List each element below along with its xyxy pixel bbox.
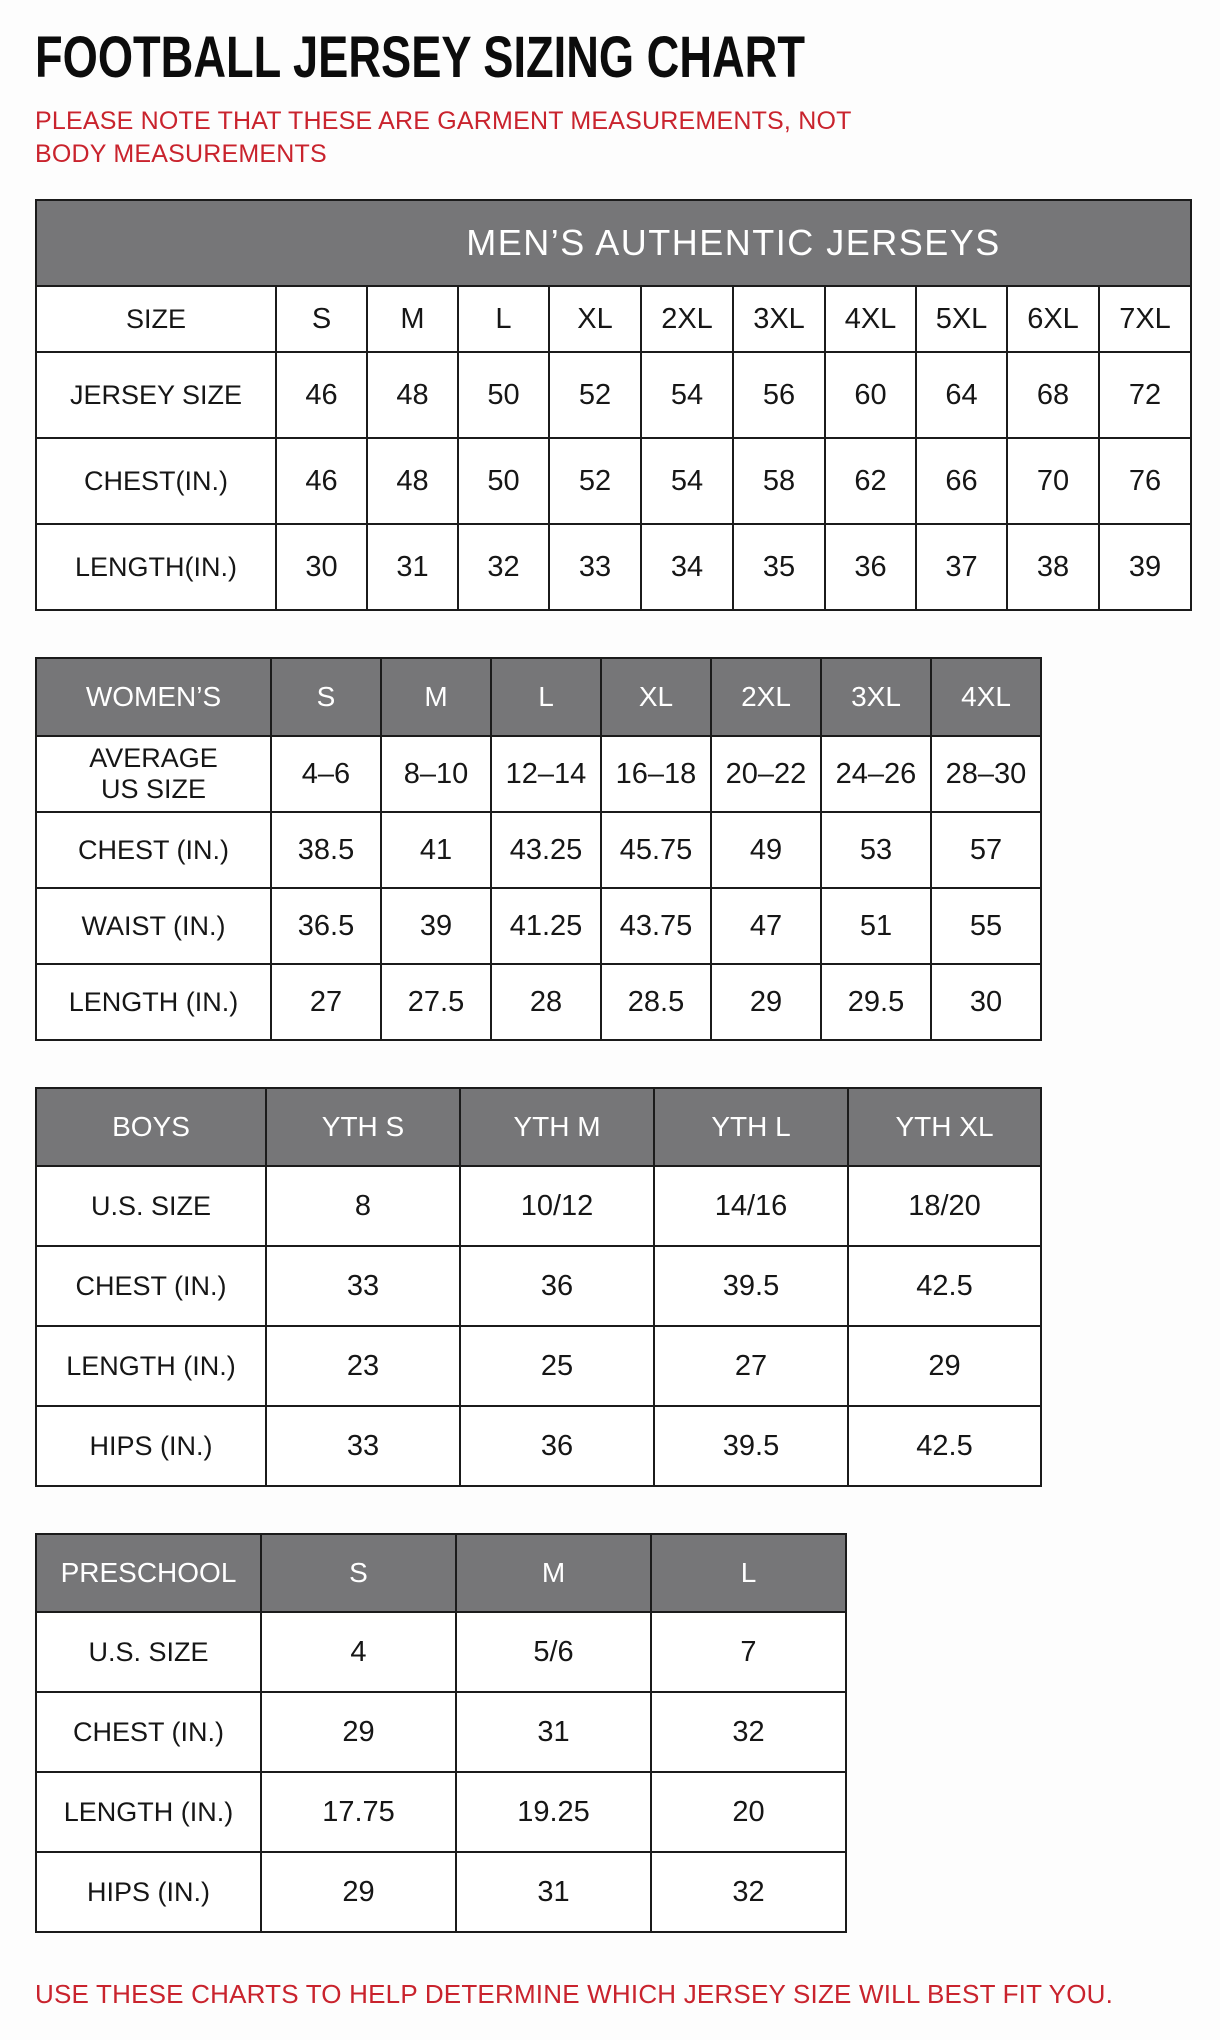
cell: 46 bbox=[276, 352, 367, 438]
col-header: XL bbox=[549, 286, 641, 352]
mens-sizing-table bbox=[35, 199, 1192, 611]
cell: 39 bbox=[1099, 524, 1191, 610]
cell: 8 bbox=[266, 1166, 460, 1246]
cell: 33 bbox=[266, 1246, 460, 1326]
cell: 50 bbox=[458, 352, 549, 438]
cell: 36 bbox=[460, 1246, 654, 1326]
cell: 32 bbox=[651, 1852, 846, 1932]
cell: 30 bbox=[276, 524, 367, 610]
cell: 32 bbox=[651, 1692, 846, 1772]
row-label: LENGTH (IN.) bbox=[36, 1772, 261, 1852]
mens-table-title: MEN’S AUTHENTIC JERSEYS bbox=[466, 222, 1001, 263]
mens-table-banner bbox=[36, 200, 1191, 286]
cell: 66 bbox=[916, 438, 1007, 524]
cell: 28 bbox=[491, 964, 601, 1040]
col-header: 2XL bbox=[641, 286, 733, 352]
cell: 46 bbox=[276, 438, 367, 524]
cell: 32 bbox=[458, 524, 549, 610]
row-label: CHEST (IN.) bbox=[36, 1692, 261, 1772]
col-header: 6XL bbox=[1007, 286, 1099, 352]
boys-sizing-table bbox=[35, 1087, 1042, 1487]
row-label: HIPS (IN.) bbox=[36, 1852, 261, 1932]
cell: 28.5 bbox=[601, 964, 711, 1040]
cell: 45.75 bbox=[601, 812, 711, 888]
cell: 8–10 bbox=[381, 736, 491, 812]
row-label: HIPS (IN.) bbox=[36, 1406, 266, 1486]
col-header: XL bbox=[601, 658, 711, 736]
col-header: M bbox=[381, 658, 491, 736]
cell: 30 bbox=[931, 964, 1041, 1040]
col-header: 7XL bbox=[1099, 286, 1191, 352]
cell: 41.25 bbox=[491, 888, 601, 964]
cell: 49 bbox=[711, 812, 821, 888]
cell: 39.5 bbox=[654, 1246, 848, 1326]
col-header: 3XL bbox=[821, 658, 931, 736]
cell: 38 bbox=[1007, 524, 1099, 610]
garment-measurement-note: PLEASE NOTE THAT THESE ARE GARMENT MEASUREMENTS, NOT BODY MEASUREMENTS bbox=[35, 107, 852, 168]
cell: 58 bbox=[733, 438, 825, 524]
cell: 47 bbox=[711, 888, 821, 964]
cell: 29 bbox=[711, 964, 821, 1040]
cell: 42.5 bbox=[848, 1406, 1041, 1486]
preschool-table-title: PRESCHOOL bbox=[36, 1534, 261, 1612]
cell: 70 bbox=[1007, 438, 1099, 524]
boys-table-title: BOYS bbox=[36, 1088, 266, 1166]
cell: 37 bbox=[916, 524, 1007, 610]
cell: 56 bbox=[733, 352, 825, 438]
cell: 52 bbox=[549, 352, 641, 438]
row-label: U.S. SIZE bbox=[36, 1166, 266, 1246]
row-label: WAIST (IN.) bbox=[36, 888, 271, 964]
fit-advice-footer: USE THESE CHARTS TO HELP DETERMINE WHICH JERSEY SIZE WILL BEST FIT YOU. bbox=[35, 1979, 1114, 2009]
cell: 29 bbox=[261, 1692, 456, 1772]
cell: 7 bbox=[651, 1612, 846, 1692]
cell: 39.5 bbox=[654, 1406, 848, 1486]
cell: 24–26 bbox=[821, 736, 931, 812]
col-header: M bbox=[367, 286, 458, 352]
cell: 25 bbox=[460, 1326, 654, 1406]
cell: 68 bbox=[1007, 352, 1099, 438]
col-header: 2XL bbox=[711, 658, 821, 736]
cell: 39 bbox=[381, 888, 491, 964]
col-header: YTH M bbox=[460, 1088, 654, 1166]
col-header: YTH S bbox=[266, 1088, 460, 1166]
col-header: L bbox=[491, 658, 601, 736]
cell: 27 bbox=[271, 964, 381, 1040]
row-label: LENGTH (IN.) bbox=[36, 964, 271, 1040]
cell: 43.75 bbox=[601, 888, 711, 964]
cell: 27.5 bbox=[381, 964, 491, 1040]
row-label: LENGTH(IN.) bbox=[36, 524, 276, 610]
row-label: JERSEY SIZE bbox=[36, 352, 276, 438]
cell: 43.25 bbox=[491, 812, 601, 888]
cell: 35 bbox=[733, 524, 825, 610]
cell: 53 bbox=[821, 812, 931, 888]
row-label: CHEST (IN.) bbox=[36, 1246, 266, 1326]
cell: 33 bbox=[549, 524, 641, 610]
cell: 27 bbox=[654, 1326, 848, 1406]
cell: 4 bbox=[261, 1612, 456, 1692]
cell: 33 bbox=[266, 1406, 460, 1486]
cell: 29 bbox=[261, 1852, 456, 1932]
preschool-sizing-table bbox=[35, 1533, 847, 1933]
cell: 31 bbox=[367, 524, 458, 610]
row-label-text: AVERAGE US SIZE bbox=[89, 742, 218, 804]
womens-sizing-table bbox=[35, 657, 1042, 1041]
col-header: YTH XL bbox=[848, 1088, 1041, 1166]
col-header: 4XL bbox=[825, 286, 916, 352]
col-header: L bbox=[458, 286, 549, 352]
cell: 18/20 bbox=[848, 1166, 1041, 1246]
cell: 36.5 bbox=[271, 888, 381, 964]
cell: 31 bbox=[456, 1852, 651, 1932]
cell: 64 bbox=[916, 352, 1007, 438]
cell: 4–6 bbox=[271, 736, 381, 812]
page-title: FOOTBALL JERSEY SIZING CHART bbox=[35, 25, 805, 90]
cell: 19.25 bbox=[456, 1772, 651, 1852]
col-header: S bbox=[261, 1534, 456, 1612]
cell: 16–18 bbox=[601, 736, 711, 812]
cell: 10/12 bbox=[460, 1166, 654, 1246]
cell: 36 bbox=[825, 524, 916, 610]
row-label: CHEST(IN.) bbox=[36, 438, 276, 524]
col-header: 4XL bbox=[931, 658, 1041, 736]
col-header: S bbox=[276, 286, 367, 352]
cell: 55 bbox=[931, 888, 1041, 964]
cell: 62 bbox=[825, 438, 916, 524]
cell: 54 bbox=[641, 352, 733, 438]
cell: 20 bbox=[651, 1772, 846, 1852]
cell: 29.5 bbox=[821, 964, 931, 1040]
cell: 38.5 bbox=[271, 812, 381, 888]
cell: 48 bbox=[367, 352, 458, 438]
cell: 36 bbox=[460, 1406, 654, 1486]
col-header: 5XL bbox=[916, 286, 1007, 352]
cell: 51 bbox=[821, 888, 931, 964]
cell: 42.5 bbox=[848, 1246, 1041, 1326]
cell: 5/6 bbox=[456, 1612, 651, 1692]
cell: 60 bbox=[825, 352, 916, 438]
cell: 72 bbox=[1099, 352, 1191, 438]
cell: 12–14 bbox=[491, 736, 601, 812]
row-label: CHEST (IN.) bbox=[36, 812, 271, 888]
cell: 76 bbox=[1099, 438, 1191, 524]
cell: 29 bbox=[848, 1326, 1041, 1406]
cell: 50 bbox=[458, 438, 549, 524]
cell: 23 bbox=[266, 1326, 460, 1406]
row-label: U.S. SIZE bbox=[36, 1612, 261, 1692]
col-header: YTH L bbox=[654, 1088, 848, 1166]
col-header: S bbox=[271, 658, 381, 736]
cell: 31 bbox=[456, 1692, 651, 1772]
cell: 41 bbox=[381, 812, 491, 888]
mens-size-row-label: SIZE bbox=[36, 286, 276, 352]
col-header: M bbox=[456, 1534, 651, 1612]
cell: 48 bbox=[367, 438, 458, 524]
row-label: LENGTH (IN.) bbox=[36, 1326, 266, 1406]
cell: 28–30 bbox=[931, 736, 1041, 812]
womens-table-title: WOMEN’S bbox=[36, 658, 271, 736]
cell: 20–22 bbox=[711, 736, 821, 812]
cell: 52 bbox=[549, 438, 641, 524]
row-label bbox=[36, 736, 271, 812]
cell: 34 bbox=[641, 524, 733, 610]
col-header: 3XL bbox=[733, 286, 825, 352]
cell: 57 bbox=[931, 812, 1041, 888]
cell: 14/16 bbox=[654, 1166, 848, 1246]
cell: 54 bbox=[641, 438, 733, 524]
cell: 17.75 bbox=[261, 1772, 456, 1852]
col-header: L bbox=[651, 1534, 846, 1612]
